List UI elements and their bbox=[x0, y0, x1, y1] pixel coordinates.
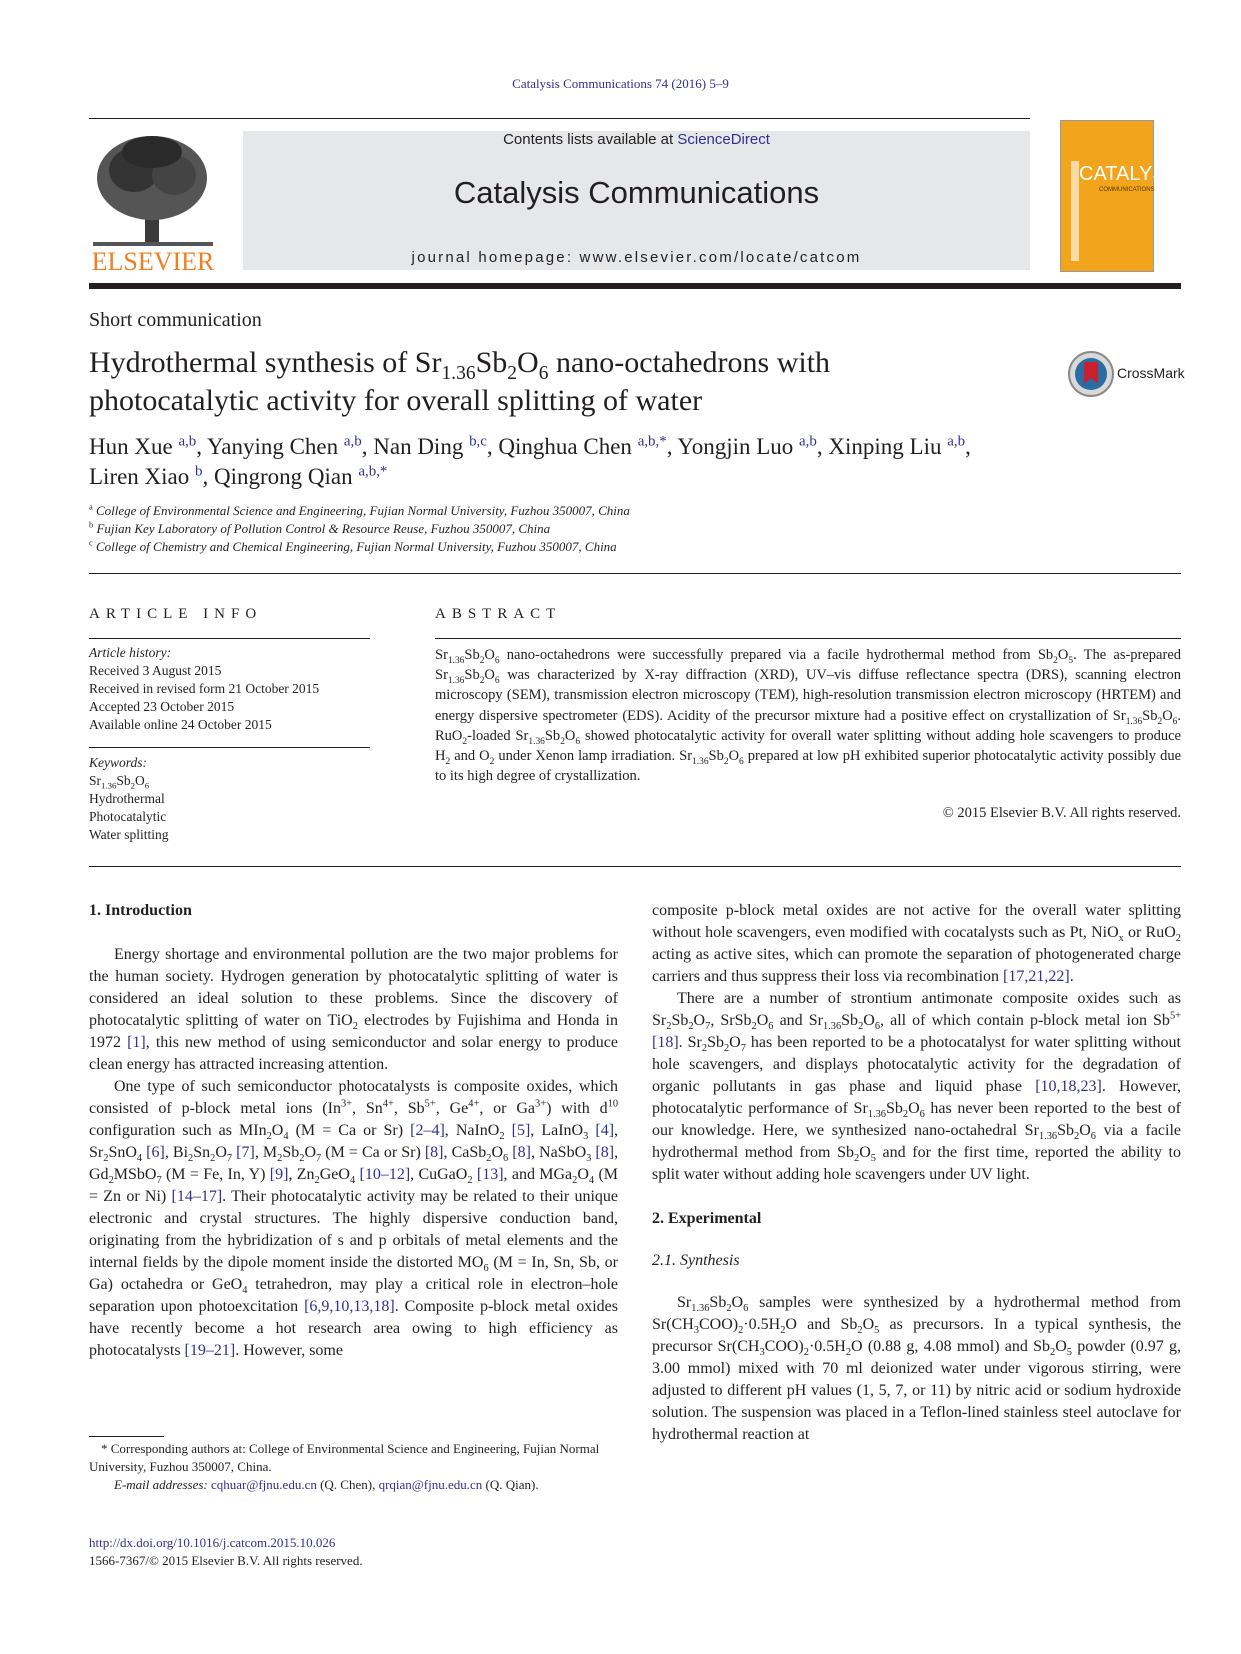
title-sub: 6 bbox=[538, 363, 549, 384]
citation-link[interactable]: [14–17] bbox=[171, 1188, 223, 1205]
author-name: Qinghua Chen bbox=[498, 434, 632, 459]
author-affiliation-link[interactable]: a,b bbox=[947, 433, 966, 450]
divider bbox=[89, 638, 370, 639]
affiliation: $^b$ Fujian Key Laboratory of Pollution Control & Resource Reuse, Fuzhou 350007, China bbox=[89, 519, 551, 536]
abstract-text: $Sr_{1.36}Sb_2O_6$ nano-octahedrons were successfully prepared via a facile hydrothermal method from $Sb_2O_5$. The as-prepared $Sr_{1.36}Sb_2O_6$ was characterized by X-ray diffraction (XRD), UV–vis diffuse reflectance spectra (DRS), scanning electron microscopy (SEM), transmission electron microscopy (TEM), high-resolution transmission electron microscopy (HRTEM) and energy dispersive spectrometer (EDS). Acidity of the precursor mixture had a positive effect on crystallization of $Sr_{1.36}Sb_2O_6$. RuO$_2$-loaded $Sr_{1.36}Sb_2O_6$ showed photocatalytic activity for overall water splitting without adding hole scavengers to produce $H_2$ and $O_2$ under Xenon lamp irradiation. $Sr_{1.36}Sb_2O_6$ prepared at low pH exhibited superior photocatalytic activity possibly due to its high degree of crystallization. bbox=[435, 647, 1182, 785]
abstract-heading: ABSTRACT bbox=[435, 606, 562, 622]
keywords-label: Keywords: bbox=[89, 755, 147, 770]
author-list: Hun Xue $^{a,b}$, Yanying Chen $^{a,b}$, Nan Ding $^{b,c}$, Qinghua Chen $^{a,b,*}$, Yongjin Luo $^{a,b}$, Xinping Liu $^{a,b}$, Liren Xiao $^b$, Qingrong Qian $^{a,b,*}$ bbox=[89, 433, 971, 489]
citation-link[interactable]: [2–4] bbox=[410, 1122, 445, 1139]
author-name: Qingrong Qian bbox=[213, 464, 353, 489]
divider bbox=[89, 573, 1181, 574]
top-rule bbox=[89, 118, 1030, 119]
journal-reference-link[interactable]: Catalysis Communications 74 (2016) 5–9 bbox=[512, 76, 729, 91]
keyword-list bbox=[89, 754, 169, 844]
divider bbox=[89, 866, 1181, 867]
journal-homepage[interactable]: journal homepage: www.elsevier.com/locate/catcom bbox=[411, 249, 862, 266]
title-text: Sb bbox=[475, 346, 508, 379]
elsevier-tree-icon bbox=[89, 130, 217, 276]
body-column-right bbox=[652, 900, 1181, 1446]
citation-link[interactable]: [6] bbox=[146, 1144, 165, 1161]
email-link-chen[interactable]: cqhuar@fjnu.edu.cn bbox=[211, 1477, 317, 1492]
crossmark-icon bbox=[1067, 350, 1115, 398]
author-name: Yanying Chen bbox=[206, 434, 339, 459]
citation-link[interactable]: [8] bbox=[424, 1144, 444, 1161]
author-affiliation-link[interactable]: a,b,* bbox=[637, 433, 667, 450]
affiliation-key: a bbox=[89, 501, 93, 512]
author-name: Nan Ding bbox=[373, 434, 464, 459]
section-heading-introduction: 1. Introduction bbox=[89, 902, 192, 919]
paragraph: Energy shortage and environmental pollution are the two major problems for the human society. Hydrogen generation by photocatalytic splitting of water is considered an ideal solution to these problems. Since the discovery of photocatalytic splitting of water on TiO$_2$ electrodes by Fujishima and Honda in 1972 [1], this new method of using semiconductor and solar energy to produce clean energy has attracted increasing attention. bbox=[89, 946, 619, 1073]
affiliation: $^a$ College of Environmental Science and Engineering, Fujian Normal University, Fuzhou 350007, China bbox=[89, 501, 630, 518]
citation-link[interactable]: [17,21,22] bbox=[1003, 968, 1070, 985]
author-name: Liren Xiao bbox=[89, 464, 190, 489]
paragraph: composite p-block metal oxides are not active for the overall water splitting without hole scavengers, even modified with cocatalysts such as Pt, NiO$_x$ or RuO$_2$ acting as active sites, which can promote the separation of photogenerated charge carriers and thus suppress their loss via recombination [17,21,22]. bbox=[652, 902, 1181, 985]
title-sub: 1.36 bbox=[441, 363, 476, 384]
section-heading-experimental: 2. Experimental bbox=[652, 1210, 762, 1227]
cover-bar bbox=[1071, 161, 1079, 261]
body-column-left bbox=[89, 900, 618, 1362]
email-owner: (Q. Chen), bbox=[320, 1477, 376, 1492]
elsevier-wordmark: ELSEVIER bbox=[91, 247, 215, 276]
citation-link[interactable]: [5] bbox=[511, 1122, 531, 1139]
history-item: Received in revised form 21 October 2015 bbox=[89, 681, 320, 696]
paragraph: There are a number of strontium antimonate composite oxides such as $Sr_2Sb_2O_7$, $SrSb_2O_6$ and $Sr_{1.36}Sb_2O_6$, all of which contain p-block metal ion $Sb^{5+}$ [18]. $Sr_2Sb_2O_7$ has been reported to be a photocatalyst for water splitting without hole scavengers, and displays photocatalytic activity for the degradation of organic pollutants in gas phase and liquid phase [10,18,23]. However, photocatalytic performance of $Sr_{1.36}Sb_2O_6$ has never been reported to the best of our knowledge. Here, we synthesized nano-octahedral $Sr_{1.36}Sb_2O_6$ via a facile hydrothermal method from $Sb_2O_5$ and for the first time, reported the ability to split water without adding hole scavengers under UV light. bbox=[652, 990, 1182, 1183]
citation-link[interactable]: [9] bbox=[269, 1166, 289, 1183]
citation-link[interactable]: [4] bbox=[595, 1122, 615, 1139]
author-name: Yongjin Luo bbox=[677, 434, 794, 459]
contents-prefix: Contents lists available at bbox=[503, 131, 678, 148]
cover-subtitle: COMMUNICATIONS bbox=[1099, 187, 1155, 193]
citation-link[interactable]: [19–21] bbox=[184, 1342, 236, 1359]
author-affiliation-link[interactable]: a,b bbox=[799, 433, 817, 450]
affiliation-key: b bbox=[89, 519, 94, 530]
footnote bbox=[89, 1440, 618, 1494]
keyword-item: Hydrothermal bbox=[89, 791, 165, 806]
email-owner: (Q. Qian). bbox=[485, 1477, 539, 1492]
divider bbox=[435, 638, 1181, 639]
contents-line bbox=[243, 131, 1030, 148]
citation-link[interactable]: [13] bbox=[476, 1166, 504, 1183]
sciencedirect-link[interactable]: ScienceDirect bbox=[677, 131, 770, 148]
author-name: Xinping Liu bbox=[828, 434, 942, 459]
article-info-heading: ARTICLE INFO bbox=[89, 606, 263, 622]
divider bbox=[89, 747, 370, 748]
crossmark-label: CrossMark bbox=[1117, 365, 1185, 381]
keyword-item: $Sr_{1.36}Sb_2O_6$ bbox=[89, 773, 150, 791]
citation-link[interactable]: [10,18,23] bbox=[1035, 1078, 1102, 1095]
doi-block bbox=[89, 1534, 363, 1570]
citation-link[interactable]: [18] bbox=[652, 1034, 679, 1051]
title-text: Hydrothermal synthesis of Sr bbox=[89, 346, 442, 379]
author-name: Hun Xue bbox=[89, 434, 173, 459]
affiliation-list bbox=[89, 502, 630, 556]
citation-link[interactable]: [6,9,10,13,18] bbox=[304, 1298, 395, 1315]
corresponding-author-note: * Corresponding authors at: College of Environmental Science and Engineering, Fujian Normal University, Fuzhou 350007, China. bbox=[89, 1441, 600, 1474]
article-type: Short communication bbox=[89, 309, 262, 331]
title-sub: 2 bbox=[507, 363, 518, 384]
subsection-heading-synthesis: 2.1. Synthesis bbox=[652, 1252, 740, 1269]
citation-link[interactable]: [7] bbox=[236, 1144, 255, 1161]
citation-link[interactable]: [1] bbox=[127, 1034, 146, 1051]
citation-link[interactable]: [8] bbox=[595, 1144, 615, 1161]
issn-line: 1566-7367/© 2015 Elsevier B.V. All rights reserved. bbox=[89, 1553, 363, 1568]
email-link-qian[interactable]: qrqian@fjnu.edu.cn bbox=[378, 1477, 483, 1492]
abstract-copyright: © 2015 Elsevier B.V. All rights reserved. bbox=[942, 805, 1181, 821]
title-text: O bbox=[517, 346, 539, 379]
article-history bbox=[89, 644, 319, 734]
crossmark-button[interactable] bbox=[1067, 350, 1187, 398]
history-label: Article history: bbox=[89, 645, 172, 660]
citation-link[interactable]: [8] bbox=[512, 1144, 531, 1161]
author-affiliation-link[interactable]: a,b bbox=[343, 433, 362, 450]
doi-link[interactable]: http://dx.doi.org/10.1016/j.catcom.2015.10.026 bbox=[89, 1535, 336, 1550]
title-text: nano-octahedrons with photocatalytic activity for overall splitting of water bbox=[89, 346, 831, 417]
masthead-thick-rule bbox=[89, 283, 1181, 289]
affiliation: $^c$ College of Chemistry and Chemical Engineering, Fujian Normal University, Fuzhou 350007, China bbox=[89, 537, 617, 554]
history-item: Accepted 23 October 2015 bbox=[89, 699, 235, 714]
citation-link[interactable]: [10–12] bbox=[359, 1166, 411, 1183]
keyword-item: Photocatalytic bbox=[89, 809, 167, 824]
cover-title: CATALYSIS bbox=[1079, 163, 1185, 185]
keyword-item: Water splitting bbox=[89, 827, 169, 842]
author-affiliation-link[interactable]: a,b bbox=[178, 433, 197, 450]
author-affiliation-link[interactable]: b bbox=[195, 463, 203, 480]
affiliation-key: c bbox=[89, 537, 93, 548]
journal-title: Catalysis Communications bbox=[453, 175, 820, 210]
history-item: Received 3 August 2015 bbox=[89, 663, 222, 678]
author-affiliation-link[interactable]: a,b,* bbox=[358, 463, 388, 480]
author-affiliation-link[interactable]: b,c bbox=[469, 433, 487, 450]
paragraph: One type of such semiconductor photocatalysts is composite oxides, which consisted of p-block metal ions ($In^{3+}$, $Sn^{4+}$, $Sb^{5+}$, $Ge^{4+}$, or $Ga^{3+}$) with $d^{10}$ configuration such as $MIn_2O_4$ (M = Ca or Sr) [2–4], NaInO$_2$ [5], LaInO$_3$ [4], $Sr_2SnO_4$ [6], $Bi_2Sn_2O_7$ [7], $M_2Sb_2O_7$ (M = Ca or Sr) [8], $CaSb_2O_6$ [8], NaSbO$_3$ [8], $Gd_2MSbO_7$ (M = Fe, In, Y) [9], $Zn_2GeO_4$ [10–12], CuGaO$_2$ [13], and $MGa_2O_4$ (M = Zn or Ni) [14–17]. Their photocatalytic activity may be related to their unique electronic and crystal structures. The highly dispersive conduction band, originating from the hybridization of s and p orbitals of metal elements and the internal fields by the dipole moment inside the distorted $MO_6$ (M = In, Sn, Sb, or Ga) octahedra or GeO$_4$ tetrahedron, may play a critical role in electron–hole separation upon photoexcitation [6,9,10,13,18]. Composite p-block metal oxides have recently become a hot research area owing to high efficiency as photocatalysts [19–21]. However, some bbox=[89, 1078, 619, 1359]
article-title bbox=[89, 344, 969, 420]
paragraph: $Sr_{1.36}Sb_2O_6$ samples were synthesized by a hydrothermal method from $Sr(CH_3COO)_2\cdot 0.5H_2O$ and $Sb_2O_5$ as precursors. In a typical synthesis, the precursor $Sr(CH_3COO)_2\cdot 0.5H_2O$ (0.88 g, 4.08 mmol) and $Sb_2O_5$ powder (0.97 g, 3.00 mmol) mixed with 70 ml deionized water under vigorous stirring, were adjusted to different pH values (1, 5, 7, or 11) by nitric acid or sodium hydroxide solution. The suspension was placed in a Teflon-lined stainless steel autoclave for hydrothermal reaction at bbox=[652, 1294, 1182, 1443]
elsevier-logo bbox=[89, 130, 217, 276]
footnote-rule bbox=[89, 1436, 164, 1437]
history-item: Available online 24 October 2015 bbox=[89, 717, 272, 732]
journal-cover-thumbnail[interactable] bbox=[1060, 120, 1185, 272]
email-label: E-mail addresses: bbox=[114, 1477, 208, 1492]
